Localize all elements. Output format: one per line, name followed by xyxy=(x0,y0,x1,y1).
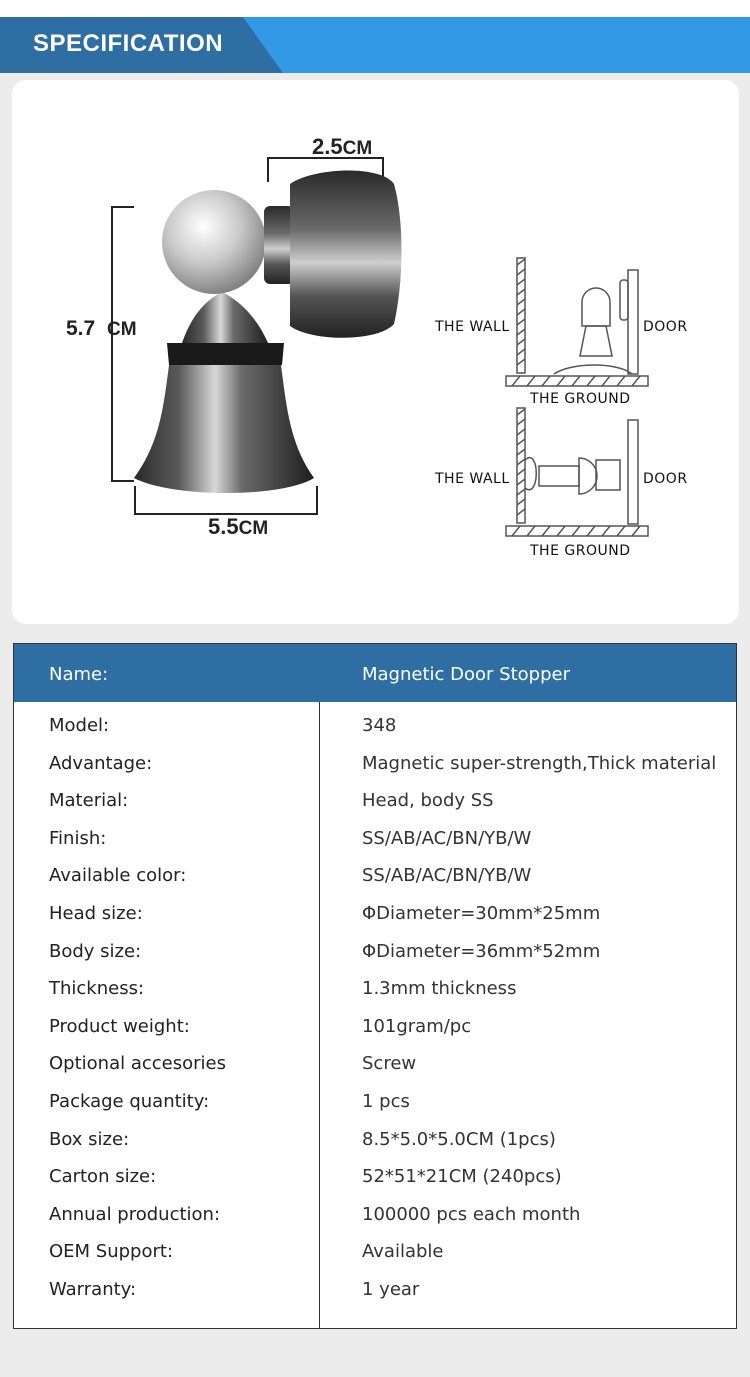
row-value: 348 xyxy=(362,715,397,736)
table-row xyxy=(14,856,736,893)
door-label-2: DOOR xyxy=(643,471,688,487)
row-key: Head size: xyxy=(49,903,143,924)
table-row xyxy=(14,1082,736,1119)
row-value: ΦDiameter=30mm*25mm xyxy=(362,903,601,924)
row-key: Material: xyxy=(49,790,129,812)
row-value: 1 pcs xyxy=(362,1091,410,1112)
row-value: 52*51*21CM (240pcs) xyxy=(362,1166,562,1188)
row-key: Package quantity: xyxy=(49,1091,210,1112)
row-key: Warranty: xyxy=(49,1279,137,1300)
row-key: Finish: xyxy=(49,827,107,849)
header-value: Magnetic Door Stopper xyxy=(362,664,570,685)
row-value: ΦDiameter=36mm*52mm xyxy=(362,940,601,962)
table-row xyxy=(14,1270,736,1307)
height-label: 5.7 CM xyxy=(66,317,137,340)
row-value: SS/AB/AC/BN/YB/W xyxy=(362,827,532,849)
row-key: Optional accesories xyxy=(49,1053,226,1075)
row-value: 100000 pcs each month xyxy=(362,1203,581,1225)
product-diagram-card xyxy=(12,80,739,624)
table-row xyxy=(14,706,736,743)
base-width-label: 5.5CM xyxy=(208,514,269,539)
row-value: Available xyxy=(362,1241,444,1263)
stopper-head xyxy=(290,170,402,337)
table-header xyxy=(14,644,736,702)
row-value: 1.3mm thickness xyxy=(362,978,517,1000)
row-value: 101gram/pc xyxy=(362,1015,472,1037)
head-width-label: 2.5CM xyxy=(312,134,373,159)
table-row xyxy=(14,1044,736,1081)
row-key: Product weight: xyxy=(49,1015,190,1037)
row-key: OEM Support: xyxy=(49,1241,174,1263)
table-row xyxy=(14,1157,736,1194)
row-key: Available color: xyxy=(49,865,187,887)
row-key: Box size: xyxy=(49,1128,130,1150)
stopper-neck xyxy=(182,292,268,343)
table-row xyxy=(14,1120,736,1157)
install-diagram-floor xyxy=(506,258,648,386)
stopper-base xyxy=(134,358,314,493)
section-title: SPECIFICATION xyxy=(33,30,224,57)
door-label-1: DOOR xyxy=(643,319,688,335)
table-row xyxy=(14,969,736,1006)
table-row xyxy=(14,1007,736,1044)
stopper-connector xyxy=(264,206,294,284)
wall-label-1: THE WALL xyxy=(435,319,510,335)
row-value: 1 year xyxy=(362,1279,420,1300)
row-key: Thickness: xyxy=(49,978,145,1000)
row-key: Body size: xyxy=(49,940,142,962)
row-value: Screw xyxy=(362,1053,417,1075)
install-diagram-wall xyxy=(506,408,648,536)
table-row xyxy=(14,1195,736,1232)
row-key: Annual production: xyxy=(49,1203,221,1225)
table-row xyxy=(14,744,736,781)
specification-table xyxy=(13,643,737,1329)
table-row xyxy=(14,932,736,969)
table-row xyxy=(14,819,736,856)
header-key: Name: xyxy=(49,664,109,685)
section-banner xyxy=(0,17,750,73)
row-value: Magnetic super-strength,Thick material xyxy=(362,752,717,774)
wall-label-2: THE WALL xyxy=(435,471,510,487)
ground-label-1: THE GROUND xyxy=(530,391,631,407)
row-value: Head, body SS xyxy=(362,790,494,812)
row-key: Carton size: xyxy=(49,1166,157,1188)
row-key: Advantage: xyxy=(49,752,153,774)
ground-label-2: THE GROUND xyxy=(530,543,631,559)
stopper-ring xyxy=(167,343,284,365)
table-row xyxy=(14,894,736,931)
stopper-ball xyxy=(162,190,266,294)
row-key: Model: xyxy=(49,715,110,736)
row-value: 8.5*5.0*5.0CM (1pcs) xyxy=(362,1128,556,1150)
table-row xyxy=(14,781,736,818)
table-row xyxy=(14,1232,736,1269)
row-value: SS/AB/AC/BN/YB/W xyxy=(362,865,532,887)
top-strip xyxy=(0,0,750,17)
